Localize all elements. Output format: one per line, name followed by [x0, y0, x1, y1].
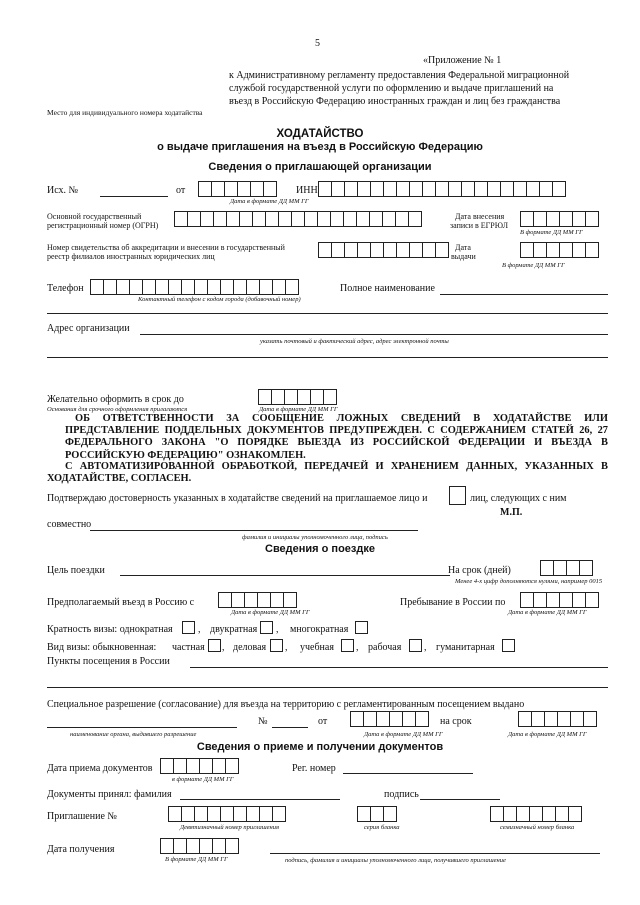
inn-cells[interactable]	[318, 181, 565, 197]
blank-number-cells[interactable]	[490, 806, 581, 822]
persons-count-box[interactable]	[449, 486, 466, 505]
section-heading-trip: Сведения о поездке	[265, 543, 375, 555]
receipt-label: Дата получения	[47, 844, 115, 855]
blank-series-cells[interactable]	[357, 806, 396, 822]
egrul-label-1: Дата внесения	[455, 212, 505, 221]
business-checkbox[interactable]	[270, 639, 283, 652]
issue-date-hint: В формате ДД ММ ГГ	[502, 262, 565, 269]
received-date-hint: в формате ДД ММ ГГ	[172, 776, 234, 783]
reg-label: Рег. номер	[292, 763, 336, 774]
ish-label: Исх. №	[47, 185, 79, 196]
single-entry-checkbox[interactable]	[182, 621, 195, 634]
invitation-label: Приглашение №	[47, 811, 117, 822]
phone-label: Телефон	[47, 283, 84, 294]
document-subtitle: о выдаче приглашения на въезд в Российскую Федерацию	[157, 141, 483, 153]
address-label: Адрес организации	[47, 323, 130, 334]
page-number: 5	[315, 38, 320, 49]
term-cells[interactable]	[540, 560, 592, 576]
address-hint: указать почтовый и фактический адрес, адрес электронной почты	[260, 338, 449, 345]
special-term-label: на срок	[440, 716, 472, 727]
receipt-date-cells[interactable]	[160, 838, 238, 854]
stay-date-cells[interactable]	[520, 592, 598, 608]
humanitarian-label: гуманитарная	[436, 642, 495, 653]
receipt-signature-field[interactable]	[270, 853, 600, 854]
accr-label-1: Номер свидетельства об аккредитации и внесении в государственный	[47, 243, 285, 252]
reg-number-field[interactable]	[343, 773, 473, 774]
points-field[interactable]	[190, 667, 608, 668]
accepted-signature-field[interactable]	[420, 799, 500, 800]
signature-field[interactable]	[90, 530, 418, 531]
confirm-text: Подтверждаю достоверность указанных в ходатайстве сведений на приглашаемое лицо и	[47, 493, 428, 504]
receipt-signature-hint: подпись, фамилия и инициалы уполномоченного лица, получившего приглашение	[285, 857, 506, 864]
special-text: Специальное разрешение (согласование) для въезда на территорию с регламентированным посещением выдано	[47, 699, 525, 710]
business-label: деловая	[233, 642, 267, 653]
special-ot-label: от	[318, 716, 328, 727]
section-heading-documents: Сведения о приеме и получении документов	[196, 741, 444, 753]
points-field-2[interactable]	[47, 687, 608, 688]
private-checkbox[interactable]	[208, 639, 221, 652]
special-term-cells[interactable]	[518, 711, 596, 727]
purpose-label: Цель поездки	[47, 565, 105, 576]
number-place-label: Место для индивидуального номера ходатайства	[47, 108, 203, 117]
receipt-date-hint: В формате ДД ММ ГГ	[165, 856, 228, 863]
egrul-date-cells[interactable]	[520, 211, 598, 227]
received-label: Дата приема документов	[47, 763, 153, 774]
ogrn-cells[interactable]	[174, 211, 421, 227]
mp-label: М.П.	[500, 507, 523, 518]
special-date-cells[interactable]	[350, 711, 428, 727]
special-date-hint: Дата в формате ДД ММ ГГ	[364, 731, 443, 738]
declaration-text-1: ОБ ОТВЕТСТВЕННОСТИ ЗА СООБЩЕНИЕ ЛОЖНЫХ СВЕДЕНИЙ В ХОДАТАЙСТВЕ ИЛИ ПРЕДСТАВЛЕНИЕ ПОДДЕЛЬНЫХ ДОКУМЕНТОВ ПРЕДУПРЕЖДЕН. С СОДЕРЖАНИЕМ СТАТЕЙ 26, 27 ФЕДЕРАЛЬНОГО ЗАКОНА "О ПОРЯДКЕ ВЫЕЗДА ИЗ РОССИЙСКОЙ ФЕДЕРАЦИИ И ВЪЕЗДА В РОССИЙСКУЮ ФЕДЕРАЦИЮ" ОЗНАКОМЛЕН.	[65, 413, 608, 461]
address-field[interactable]	[140, 334, 608, 335]
appendix-line-1: к Административному регламенту предоставления Федеральной миграционной	[229, 70, 570, 81]
document-title: ХОДАТАЙСТВО	[276, 128, 364, 140]
term-label: На срок (дней)	[448, 565, 511, 576]
special-number-field[interactable]	[272, 727, 308, 728]
persons-text: лиц, следующих с ним	[470, 493, 567, 504]
issue-label-2: выдачи	[451, 252, 476, 261]
ish-date-cells[interactable]	[198, 181, 276, 197]
study-checkbox[interactable]	[341, 639, 354, 652]
term-hint: Менее 4-х цифр дополняются нулями, например 0015	[455, 578, 603, 585]
ish-date-hint: Дата в формате ДД ММ ГГ	[230, 198, 309, 205]
invitation-hint-3: семизначный номер бланка	[500, 824, 575, 831]
multiple-label: многократная	[290, 624, 349, 635]
accepted-label: Документы принял: фамилия	[47, 789, 172, 800]
entry-label: Предполагаемый въезд в Россию с	[47, 597, 195, 608]
special-org-field[interactable]	[47, 727, 237, 728]
section-heading-organization: Сведения о приглашающей организации	[208, 161, 432, 173]
phone-hint: Контактный телефон с кодом города (добавочный номер)	[138, 296, 301, 303]
declaration-text-2: С АВТОМАТИЗИРОВАННОЙ ОБРАБОТКОЙ, ПЕРЕДАЧЕЙ И ХРАНЕНИЕМ ДАННЫХ, УКАЗАННЫХ В ХОДАТАЙСТВЕ, СОГЛАСЕН.	[47, 461, 608, 485]
private-label: частная	[172, 642, 205, 653]
appendix-line-3: въезд в Российскую Федерацию иностранных граждан и лиц без гражданства	[229, 96, 561, 107]
special-org-hint: наименование органа, выдавшего разрешение	[70, 731, 197, 738]
work-label: рабочая	[368, 642, 402, 653]
inn-label: ИНН	[296, 185, 318, 196]
work-checkbox[interactable]	[409, 639, 422, 652]
egrul-label-2: записи в ЕГРЮЛ	[450, 221, 508, 230]
received-date-cells[interactable]	[160, 758, 238, 774]
accr-cells[interactable]	[318, 242, 448, 258]
phone-cells[interactable]	[90, 279, 298, 295]
entry-date-cells[interactable]	[218, 592, 296, 608]
address-field-2[interactable]	[47, 357, 608, 358]
appendix-line-2: службой государственной услуги по оформлению и выдаче приглашений на	[229, 83, 554, 94]
humanitarian-checkbox[interactable]	[502, 639, 515, 652]
ish-number-field[interactable]	[100, 196, 168, 197]
double-label: двукратная	[210, 624, 258, 635]
ogrn-label-2: регистрационный номер (ОГРН)	[47, 221, 159, 230]
double-entry-checkbox[interactable]	[260, 621, 273, 634]
fullname-label: Полное наименование	[340, 283, 435, 294]
together-label: совместно	[47, 519, 92, 530]
entry-date-hint: Дата в формате ДД ММ ГГ	[231, 609, 310, 616]
fullname-field-2[interactable]	[47, 313, 608, 314]
multiple-entry-checkbox[interactable]	[355, 621, 368, 634]
special-term-hint: Дата в формате ДД ММ ГГ	[508, 731, 587, 738]
signature-label: подпись	[384, 789, 419, 800]
urgent-label: Желательно оформить в срок до	[47, 394, 184, 405]
invitation-number-cells[interactable]	[168, 806, 285, 822]
accepted-surname-field[interactable]	[180, 799, 340, 800]
sign-hint: фамилия и инициалы уполномоченного лица, подпись	[242, 534, 388, 541]
special-no-label: №	[258, 716, 268, 727]
fullname-field[interactable]	[440, 294, 608, 295]
appendix-title: «Приложение № 1	[423, 55, 502, 66]
multiplicity-label: Кратность визы: однократная	[47, 624, 173, 635]
purpose-field[interactable]	[120, 575, 450, 576]
invitation-hint-2: серия бланка	[364, 824, 400, 831]
egrul-date-hint: В формате ДД ММ ГГ	[520, 229, 583, 236]
urgent-date-cells[interactable]	[258, 389, 336, 405]
visa-type-label: Вид визы: обыкновенная:	[47, 642, 157, 653]
urgent-hint: Основания для срочного оформления прилагаются	[47, 406, 188, 413]
issue-label-1: Дата	[455, 243, 471, 252]
ot-label: от	[176, 185, 186, 196]
invitation-hint-1: Девятизначный номер приглашения	[180, 824, 280, 831]
points-label: Пункты посещения в России	[47, 656, 170, 667]
urgent-date-hint: Дата в формате ДД ММ ГГ	[259, 406, 338, 413]
issue-date-cells[interactable]	[520, 242, 598, 258]
study-label: учебная	[300, 642, 334, 653]
stay-date-hint: Дата в формате ДД ММ ГГ	[508, 609, 587, 616]
stay-label: Пребывание в России по	[400, 597, 506, 608]
accr-label-2: реестр филиалов иностранных юридических лиц	[47, 252, 215, 261]
ogrn-label-1: Основной государственный	[47, 212, 142, 221]
